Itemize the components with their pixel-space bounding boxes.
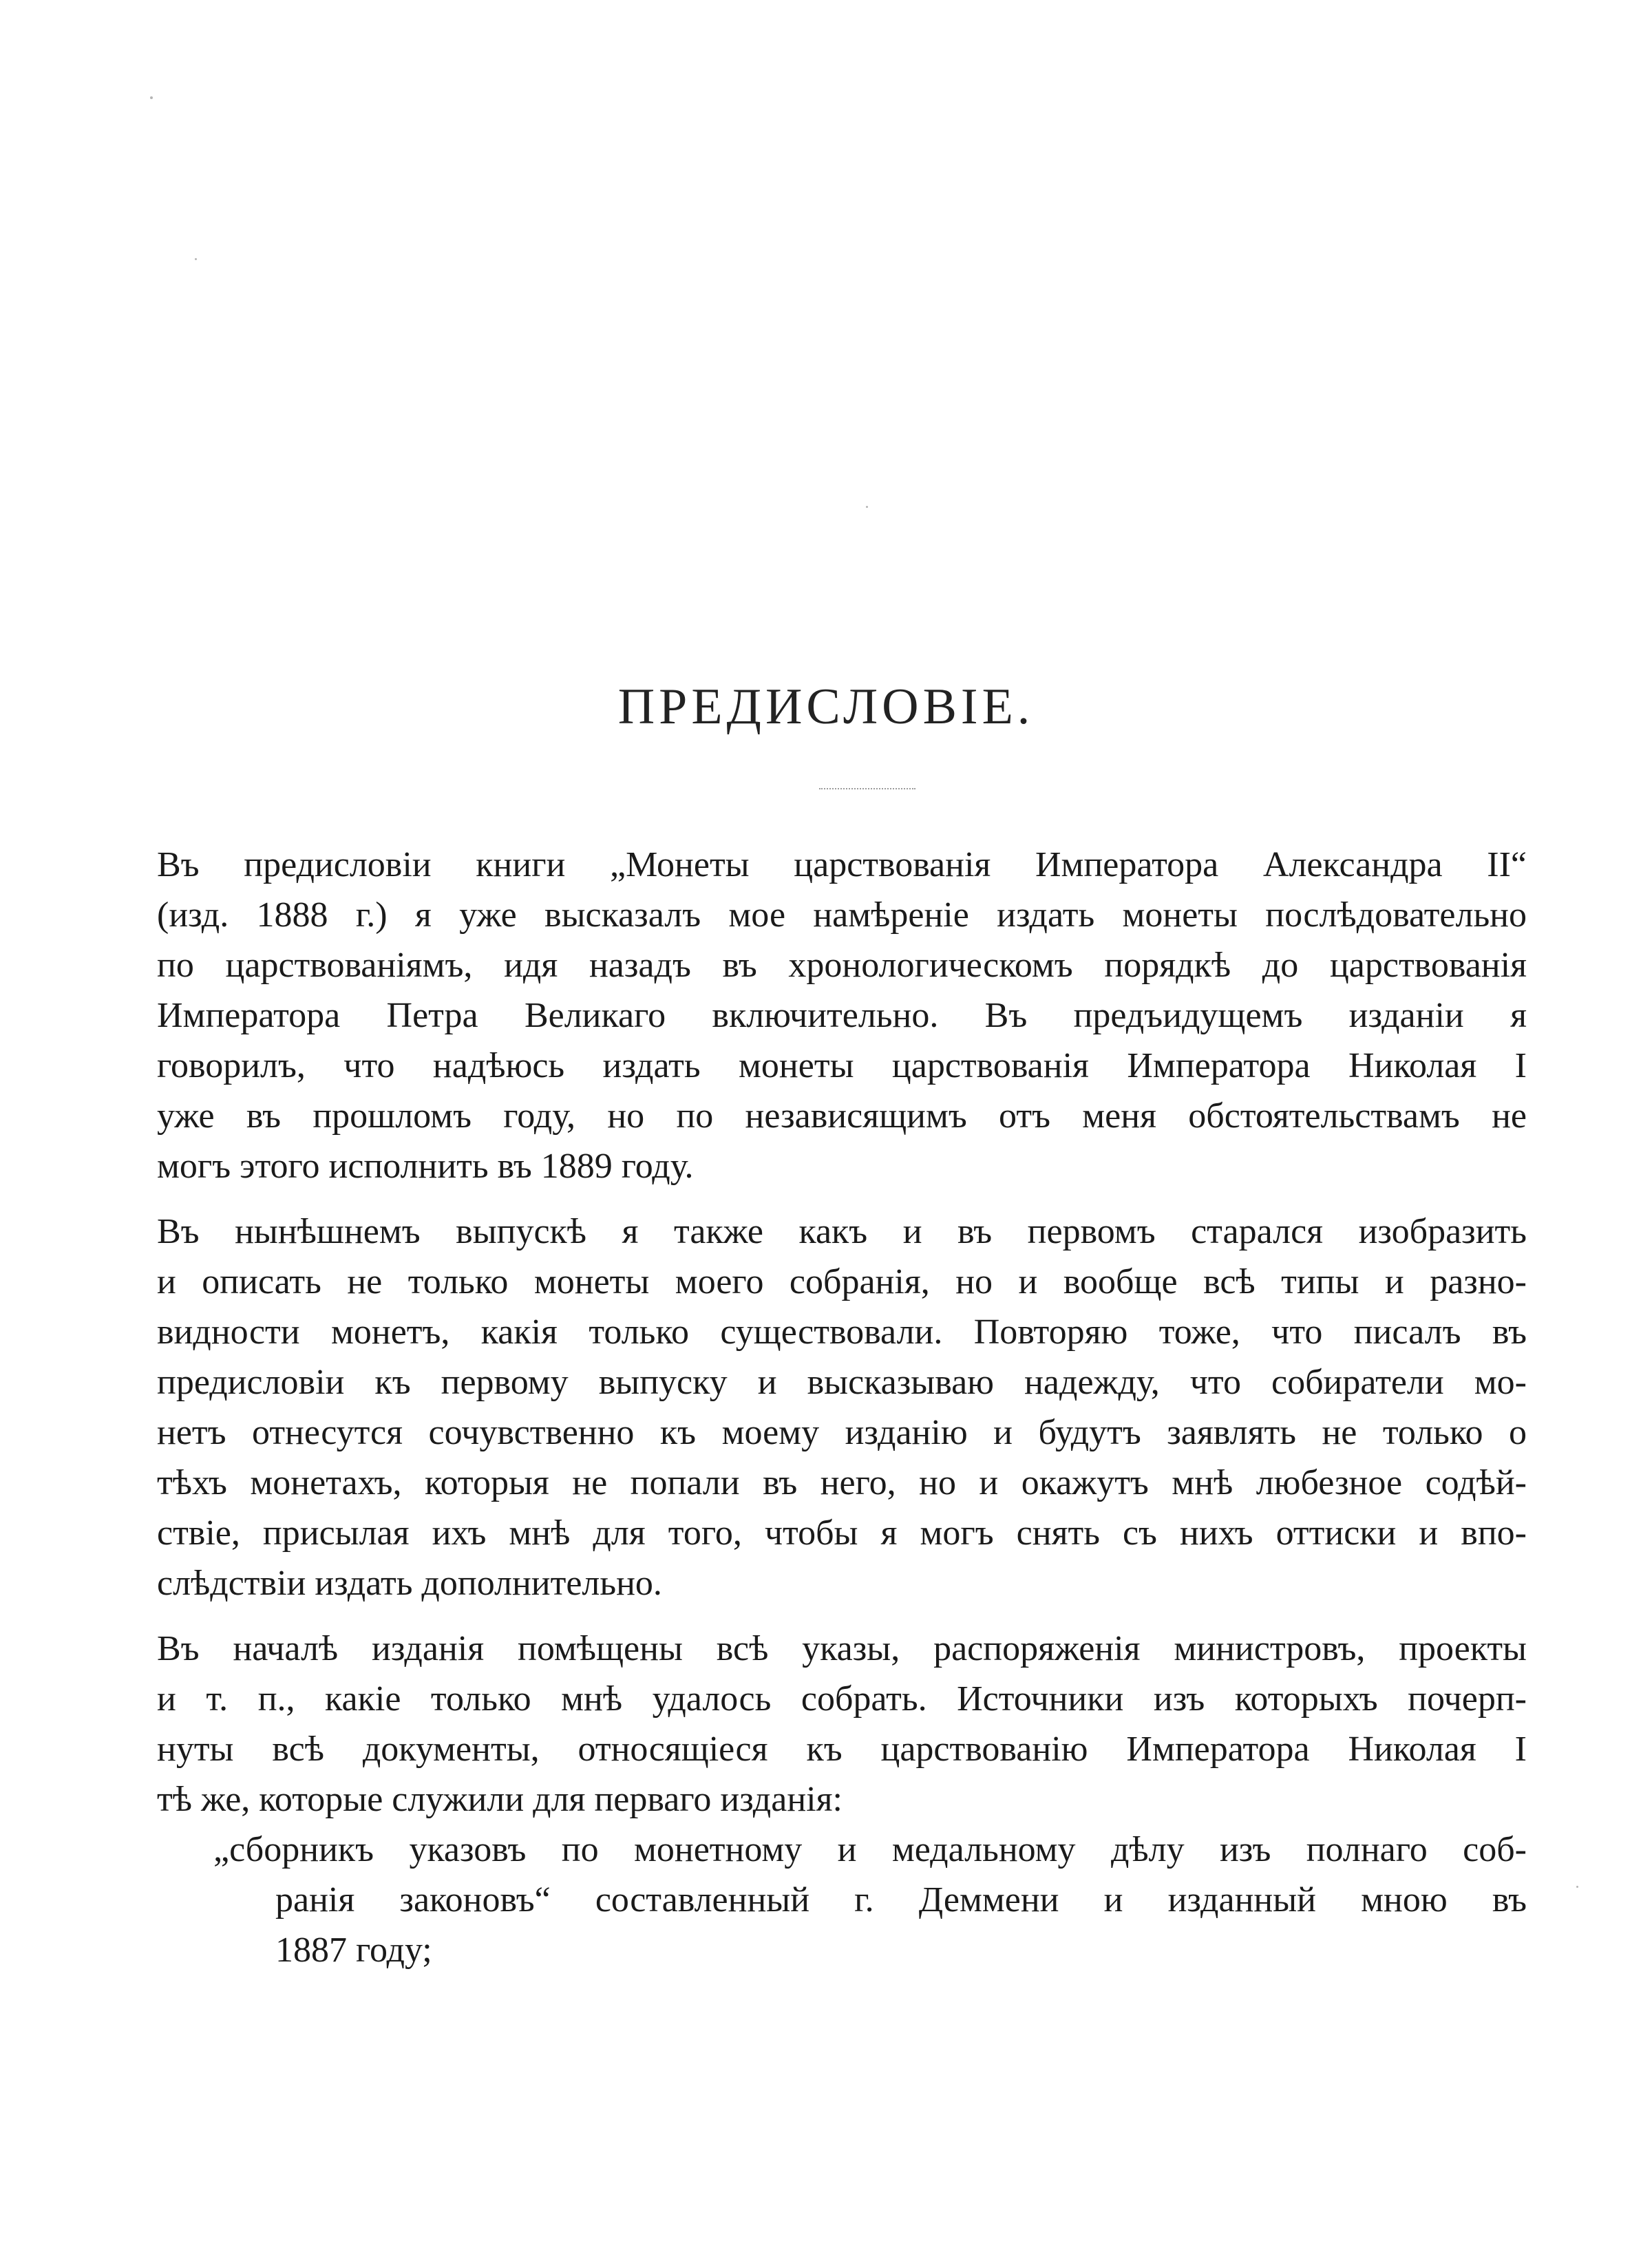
text-line: Императора Петра Великаго включительно. Въ предъидущемъ изданiи я (157, 996, 1527, 1035)
text-line: видности монетъ, какiя только существовали. Повторяю тоже, что писалъ въ (157, 1312, 1527, 1352)
page-title: ПРЕДИСЛОВIЕ. (617, 679, 1035, 735)
text-line: ствiе, присылая ихъ мнѣ для того, чтобы я могъ снять съ нихъ оттиски и впо- (157, 1513, 1527, 1553)
text-line: Въ нынѣшнемъ выпускѣ я также какъ и въ первомъ старался изобразить (157, 1212, 1527, 1251)
text-line: уже въ прошломъ году, но по независящимъ отъ меня обстоятельствамъ не (157, 1096, 1527, 1136)
scan-speck (1576, 1886, 1578, 1888)
text-line: Въ предисловiи книги „Монеты царствованiя Императора Александра II“ (157, 845, 1527, 884)
preface-body (157, 840, 1527, 1975)
text-line: (изд. 1888 г.) я уже высказалъ мое намѣренiе издать монеты послѣдовательно (157, 895, 1527, 935)
text-line: нетъ отнесутся сочувственно къ моему изданiю и будутъ заявлять не только о (157, 1413, 1527, 1452)
text-line: могъ этого исполнить въ 1889 году. (157, 1147, 694, 1186)
text-line: и описать не только монеты моего собранiя, но и вообще всѣ типы и разно- (157, 1262, 1527, 1301)
text-line: 1887 году; (275, 1931, 432, 1970)
title-ornament-divider (819, 788, 915, 792)
text-line: нуты всѣ документы, относящiеся къ царствованiю Императора Николая I (157, 1730, 1527, 1769)
text-line: слѣдствiи издать дополнительно. (157, 1564, 662, 1603)
paragraph-1 (157, 840, 1527, 1191)
text-line: ранiя законовъ“ составленный г. Деммени и изданный мною въ (275, 1880, 1527, 1920)
paragraph-3 (157, 1624, 1527, 1825)
scan-speck (150, 96, 153, 99)
text-line: по царствованiямъ, идя назадъ въ хронологическомъ порядкѣ до царствованiя (157, 946, 1527, 985)
text-line: Въ началѣ изданiя помѣщены всѣ указы, распоряженiя министровъ, проекты (157, 1629, 1527, 1668)
text-line: „сборникъ указовъ по монетному и медальному дѣлу изъ полнаго соб- (213, 1830, 1527, 1869)
scan-speck (195, 258, 197, 260)
text-line: предисловiи къ первому выпуску и высказываю надежду, что собиратели мо- (157, 1363, 1527, 1402)
scan-speck (866, 506, 868, 508)
paragraph-2 (157, 1206, 1527, 1608)
text-line: тѣхъ монетахъ, которыя не попали въ него, но и окажутъ мнѣ любезное содѣй- (157, 1463, 1527, 1502)
source-quote (157, 1825, 1527, 1975)
text-line: говорилъ, что надѣюсь издать монеты царствованiя Императора Николая I (157, 1046, 1527, 1085)
text-line: и т. п., какiе только мнѣ удалось собрать. Источники изъ которыхъ почерп- (157, 1679, 1527, 1719)
text-line: тѣ же, которые служили для перваго изданiя: (157, 1780, 843, 1819)
